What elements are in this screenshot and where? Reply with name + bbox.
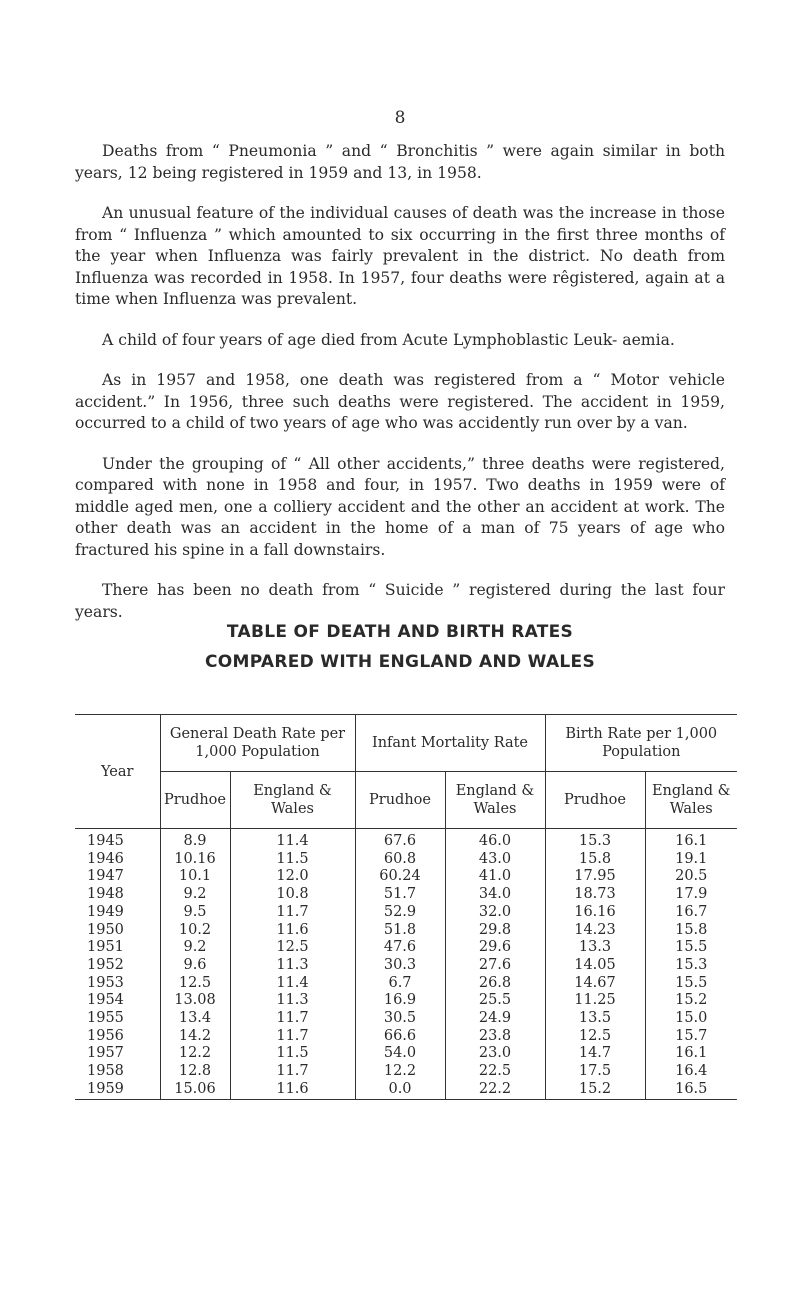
prudhoe-infant-mortality-cell: 52.9 [355, 904, 445, 922]
table-body [75, 829, 737, 1100]
paragraph-other-accidents: Under the grouping of “ All other accidents,” three deaths were registered, compared with none in 1958 and four, in 1957. Two deaths in 1959 were of middle aged men, one a colliery accident and the other an accident at work. The other death was an accident in the home of a man of 75 years of age who fractured his spine in a fall downstairs. [75, 454, 725, 559]
england-wales-birth-rate-cell: 16.5 [645, 1081, 737, 1099]
prudhoe-infant-mortality-cell: 66.6 [355, 1028, 445, 1046]
england-wales-birth-rate-cell: 15.5 [675, 939, 708, 956]
prudhoe-birth-rate-cell: 16.16 [545, 904, 645, 922]
prudhoe-birth-rate-cell: 17.5 [545, 1063, 645, 1081]
table-row [75, 1081, 737, 1099]
prudhoe-birth-rate-cell: 15.8 [545, 851, 645, 869]
prudhoe-infant-mortality-cell: 51.8 [355, 922, 445, 940]
year-cell: 1957 [75, 1045, 160, 1063]
table-title: TABLE OF DEATH AND BIRTH RATES [226, 622, 574, 642]
year-cell: 1953 [75, 975, 160, 993]
prudhoe-infant-mortality-cell: 67.6 [355, 829, 445, 851]
rates-table [75, 714, 737, 1100]
england-wales-death-rate-cell: 11.6 [230, 922, 355, 940]
prudhoe-infant-mortality-cell: 12.2 [355, 1063, 445, 1081]
england-wales-infant-mortality-cell: 29.8 [445, 922, 545, 940]
prudhoe-death-rate-cell: 10.1 [160, 868, 230, 886]
england-wales-birth-rate-cell: 16.7 [675, 903, 708, 920]
paragraph-leukaemia: A child of four years of age died from Acute Lymphoblastic Leuk- aemia. [102, 330, 675, 349]
england-wales-infant-mortality-cell: 32.0 [445, 904, 545, 922]
header-birth-rate: Birth Rate per 1,000 Population [545, 715, 737, 772]
year-cell: 1948 [75, 886, 160, 904]
england-wales-death-rate-cell: 11.7 [230, 1063, 355, 1081]
subheader-prudhoe: Prudhoe [545, 772, 645, 829]
england-wales-birth-rate-cell: 17.9 [675, 886, 708, 903]
prudhoe-birth-rate-cell: 18.73 [545, 886, 645, 904]
england-wales-birth-rate-cell: 19.1 [675, 850, 708, 867]
england-wales-infant-mortality-cell: 41.0 [445, 868, 545, 886]
prudhoe-birth-rate-cell: 13.5 [545, 1010, 645, 1028]
england-wales-infant-mortality-cell: 29.6 [445, 939, 545, 957]
england-wales-birth-rate-cell: 15.3 [675, 956, 708, 973]
prudhoe-infant-mortality-cell: 60.24 [355, 868, 445, 886]
prudhoe-birth-rate-cell: 13.3 [545, 939, 645, 957]
england-wales-birth-rate-cell: 15.8 [675, 921, 708, 938]
prudhoe-birth-rate-cell: 14.7 [545, 1045, 645, 1063]
table-row [75, 1063, 737, 1081]
prudhoe-death-rate-cell: 9.6 [160, 957, 230, 975]
prudhoe-death-rate-cell: 8.9 [160, 829, 230, 851]
prudhoe-birth-rate-cell: 15.3 [545, 829, 645, 851]
england-wales-death-rate-cell: 11.4 [230, 975, 355, 993]
england-wales-death-rate-cell: 11.5 [230, 1045, 355, 1063]
england-wales-infant-mortality-cell: 22.2 [445, 1081, 545, 1099]
england-wales-infant-mortality-cell: 46.0 [445, 829, 545, 851]
prudhoe-death-rate-cell: 10.16 [160, 851, 230, 869]
table-row [75, 939, 737, 957]
prudhoe-death-rate-cell: 12.5 [160, 975, 230, 993]
prudhoe-birth-rate-cell: 14.67 [545, 975, 645, 993]
table-row [75, 992, 737, 1010]
england-wales-birth-rate-cell: 20.5 [675, 868, 708, 885]
body-text [75, 141, 725, 642]
england-wales-infant-mortality-cell: 24.9 [445, 1010, 545, 1028]
england-wales-birth-rate-cell: 16.4 [675, 1063, 708, 1080]
subheader-prudhoe: Prudhoe [160, 772, 230, 829]
table-row [75, 904, 737, 922]
prudhoe-infant-mortality-cell: 30.5 [355, 1010, 445, 1028]
table-row [75, 975, 737, 993]
year-cell: 1950 [75, 922, 160, 940]
paragraph-motor-vehicle: As in 1957 and 1958, one death was registered from a “ Motor vehicle accident.” In 1956, three such deaths were registered. The accident in 1959, occurred to a child of two years of age who was accidently run over by a van. [75, 371, 725, 432]
table-row [75, 886, 737, 904]
prudhoe-infant-mortality-cell: 51.7 [355, 886, 445, 904]
prudhoe-death-rate-cell: 10.2 [160, 922, 230, 940]
year-cell: 1945 [75, 829, 160, 851]
year-header: Year [75, 715, 160, 829]
prudhoe-infant-mortality-cell: 47.6 [355, 939, 445, 957]
year-cell: 1951 [75, 939, 160, 957]
england-wales-death-rate-cell: 11.4 [230, 829, 355, 851]
england-wales-birth-rate-cell: 15.2 [675, 992, 708, 1009]
table-row [75, 851, 737, 869]
prudhoe-birth-rate-cell: 11.25 [545, 992, 645, 1010]
england-wales-birth-rate-cell: 15.0 [675, 1010, 708, 1027]
england-wales-death-rate-cell: 11.6 [230, 1081, 355, 1099]
table-row [75, 1028, 737, 1046]
england-wales-death-rate-cell: 11.3 [230, 957, 355, 975]
england-wales-infant-mortality-cell: 23.8 [445, 1028, 545, 1046]
year-cell: 1952 [75, 957, 160, 975]
year-cell: 1958 [75, 1063, 160, 1081]
england-wales-birth-rate-cell: 16.1 [675, 833, 708, 849]
paragraph-influenza: An unusual feature of the individual causes of death was the increase in those from “ Influenza ” which amounted to six occurring in the first three months of the year when Influenza was fairly prevalent in the district. No death from Influenza was recorded in 1958. In 1957, four deaths were rêgistered, again at a time when Influenza was prevalent. [75, 204, 725, 308]
prudhoe-death-rate-cell: 9.2 [160, 939, 230, 957]
england-wales-death-rate-cell: 11.7 [230, 904, 355, 922]
table-row [75, 922, 737, 940]
england-wales-birth-rate-cell: 16.1 [675, 1045, 708, 1062]
england-wales-birth-rate-cell: 15.7 [675, 1027, 708, 1044]
prudhoe-infant-mortality-cell: 16.9 [355, 992, 445, 1010]
subheader-england-wales: England & Wales [645, 772, 737, 829]
year-cell: 1955 [75, 1010, 160, 1028]
england-wales-death-rate-cell: 11.5 [230, 851, 355, 869]
table-subtitle: COMPARED WITH ENGLAND AND WALES [204, 652, 596, 672]
england-wales-death-rate-cell: 12.0 [230, 868, 355, 886]
prudhoe-death-rate-cell: 15.06 [160, 1081, 230, 1099]
prudhoe-birth-rate-cell: 12.5 [545, 1028, 645, 1046]
subheader-england-wales: England & Wales [445, 772, 545, 829]
year-cell: 1956 [75, 1028, 160, 1046]
table-row [75, 829, 737, 851]
header-infant-mortality-rate: Infant Mortality Rate [355, 715, 545, 772]
england-wales-infant-mortality-cell: 22.5 [445, 1063, 545, 1081]
prudhoe-death-rate-cell: 13.08 [160, 992, 230, 1010]
year-cell: 1949 [75, 904, 160, 922]
paragraph-pneumonia: Deaths from “ Pneumonia ” and “ Bronchitis ” were again similar in both years, 12 being registered in 1959 and 13, in 1958. [75, 142, 725, 182]
prudhoe-death-rate-cell: 13.4 [160, 1010, 230, 1028]
page-number: 8 [394, 108, 406, 128]
prudhoe-birth-rate-cell: 15.2 [545, 1081, 645, 1099]
prudhoe-infant-mortality-cell: 6.7 [355, 975, 445, 993]
prudhoe-death-rate-cell: 12.2 [160, 1045, 230, 1063]
england-wales-infant-mortality-cell: 26.8 [445, 975, 545, 993]
table-row [75, 1010, 737, 1028]
prudhoe-birth-rate-cell: 14.23 [545, 922, 645, 940]
prudhoe-death-rate-cell: 9.2 [160, 886, 230, 904]
table-row [75, 868, 737, 886]
england-wales-infant-mortality-cell: 34.0 [445, 886, 545, 904]
header-general-death-rate: General Death Rate per 1,000 Population [160, 715, 355, 772]
prudhoe-death-rate-cell: 12.8 [160, 1063, 230, 1081]
england-wales-infant-mortality-cell: 43.0 [445, 851, 545, 869]
prudhoe-death-rate-cell: 9.5 [160, 904, 230, 922]
england-wales-infant-mortality-cell: 25.5 [445, 992, 545, 1010]
england-wales-birth-rate-cell: 15.5 [675, 974, 708, 991]
year-cell: 1947 [75, 868, 160, 886]
subheader-prudhoe: Prudhoe [355, 772, 445, 829]
prudhoe-infant-mortality-cell: 60.8 [355, 851, 445, 869]
england-wales-death-rate-cell: 11.7 [230, 1010, 355, 1028]
prudhoe-infant-mortality-cell: 0.0 [355, 1081, 445, 1099]
england-wales-death-rate-cell: 12.5 [230, 939, 355, 957]
prudhoe-death-rate-cell: 14.2 [160, 1028, 230, 1046]
england-wales-infant-mortality-cell: 27.6 [445, 957, 545, 975]
subheader-england-wales: England & Wales [230, 772, 355, 829]
prudhoe-infant-mortality-cell: 54.0 [355, 1045, 445, 1063]
england-wales-death-rate-cell: 11.7 [230, 1028, 355, 1046]
england-wales-death-rate-cell: 11.3 [230, 992, 355, 1010]
year-cell: 1959 [75, 1081, 160, 1099]
prudhoe-infant-mortality-cell: 30.3 [355, 957, 445, 975]
paragraph-suicide: There has been no death from “ Suicide ” registered during the last four years. [75, 581, 725, 621]
england-wales-infant-mortality-cell: 23.0 [445, 1045, 545, 1063]
prudhoe-birth-rate-cell: 14.05 [545, 957, 645, 975]
year-cell: 1946 [75, 851, 160, 869]
table-row [75, 957, 737, 975]
england-wales-death-rate-cell: 10.8 [230, 886, 355, 904]
table-row [75, 1045, 737, 1063]
prudhoe-birth-rate-cell: 17.95 [545, 868, 645, 886]
year-cell: 1954 [75, 992, 160, 1010]
